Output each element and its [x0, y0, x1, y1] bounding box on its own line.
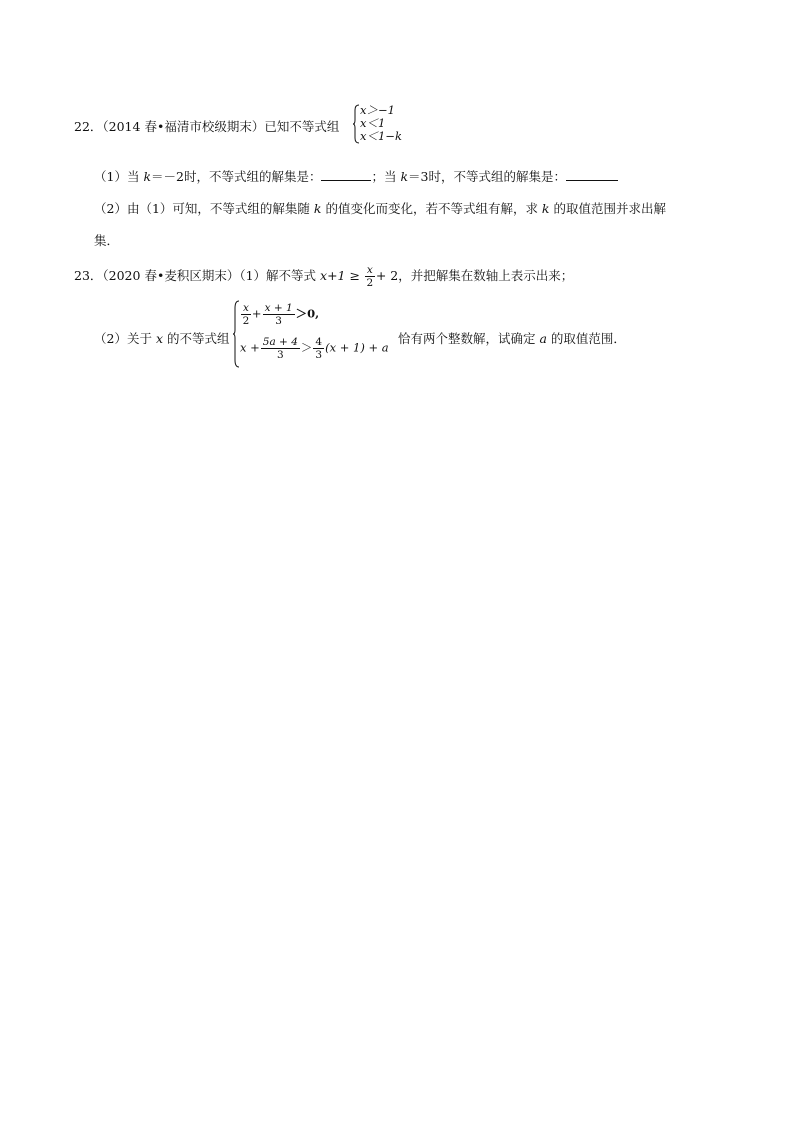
- fraction-x-over-2: $\frac{x}{2}$: [366, 264, 374, 289]
- question-stem: 已知不等式组: [264, 119, 340, 134]
- left-brace-icon: [232, 300, 240, 368]
- variable-a: a: [539, 331, 547, 346]
- variable-k: k: [541, 201, 550, 216]
- question-source: （2020 春•麦积区期末）: [102, 268, 240, 283]
- system-23-row-1: $\frac{x}{2}$ + $\frac{x + 1}{3}$ ＞0,: [242, 302, 320, 327]
- left-brace-icon: [352, 104, 360, 144]
- question-22-header: [74, 117, 339, 135]
- question-23-part-2-tail: 恰有两个整数解，试确定 a 的取值范围．: [398, 331, 626, 346]
- variable-k: k: [400, 169, 409, 184]
- question-22-part-2: （2）由（1）可知，不等式组的解集随 k 的值变化而变化，若不等式组有解，求 k 的取值范围并求出解: [94, 201, 666, 216]
- variable-k: k: [143, 169, 152, 184]
- question-number: 23．: [74, 268, 103, 283]
- system-row-1: x＞−1: [360, 103, 395, 117]
- question-number: 22．: [74, 119, 103, 134]
- system-23-row-2: x + $\frac{5a + 4}{3}$ ＞ $\frac{4}{3}$ (x + 1) + a: [240, 336, 389, 361]
- answer-blank-2: [566, 168, 618, 181]
- question-23-part-2-lead: （2）关于 x 的不等式组: [94, 331, 230, 346]
- system-row-3: x＜1−k: [360, 129, 402, 143]
- answer-blank-1: [321, 168, 371, 181]
- variable-x: x: [155, 331, 163, 346]
- question-22-part-2-cont: 集．: [94, 233, 120, 248]
- inequality-system-22: [352, 104, 422, 144]
- inequality-expr: x+1 ≥: [320, 268, 364, 283]
- inequality-system-23: [232, 300, 397, 368]
- question-23-part-1: 23．（2020 春•麦积区期末）（1）解不等式 x+1 ≥ $\frac{x}{2}$ + 2，并把解集在数轴上表示出来；: [74, 264, 574, 289]
- system-row-2: x＜1: [360, 116, 386, 130]
- variable-k: k: [313, 201, 322, 216]
- question-source: （2014 春•福清市校级期末）: [102, 119, 265, 134]
- question-22-part-1: （1）当 k＝－2时，不等式组的解集是： ；当 k＝3时，不等式组的解集是：: [94, 167, 618, 185]
